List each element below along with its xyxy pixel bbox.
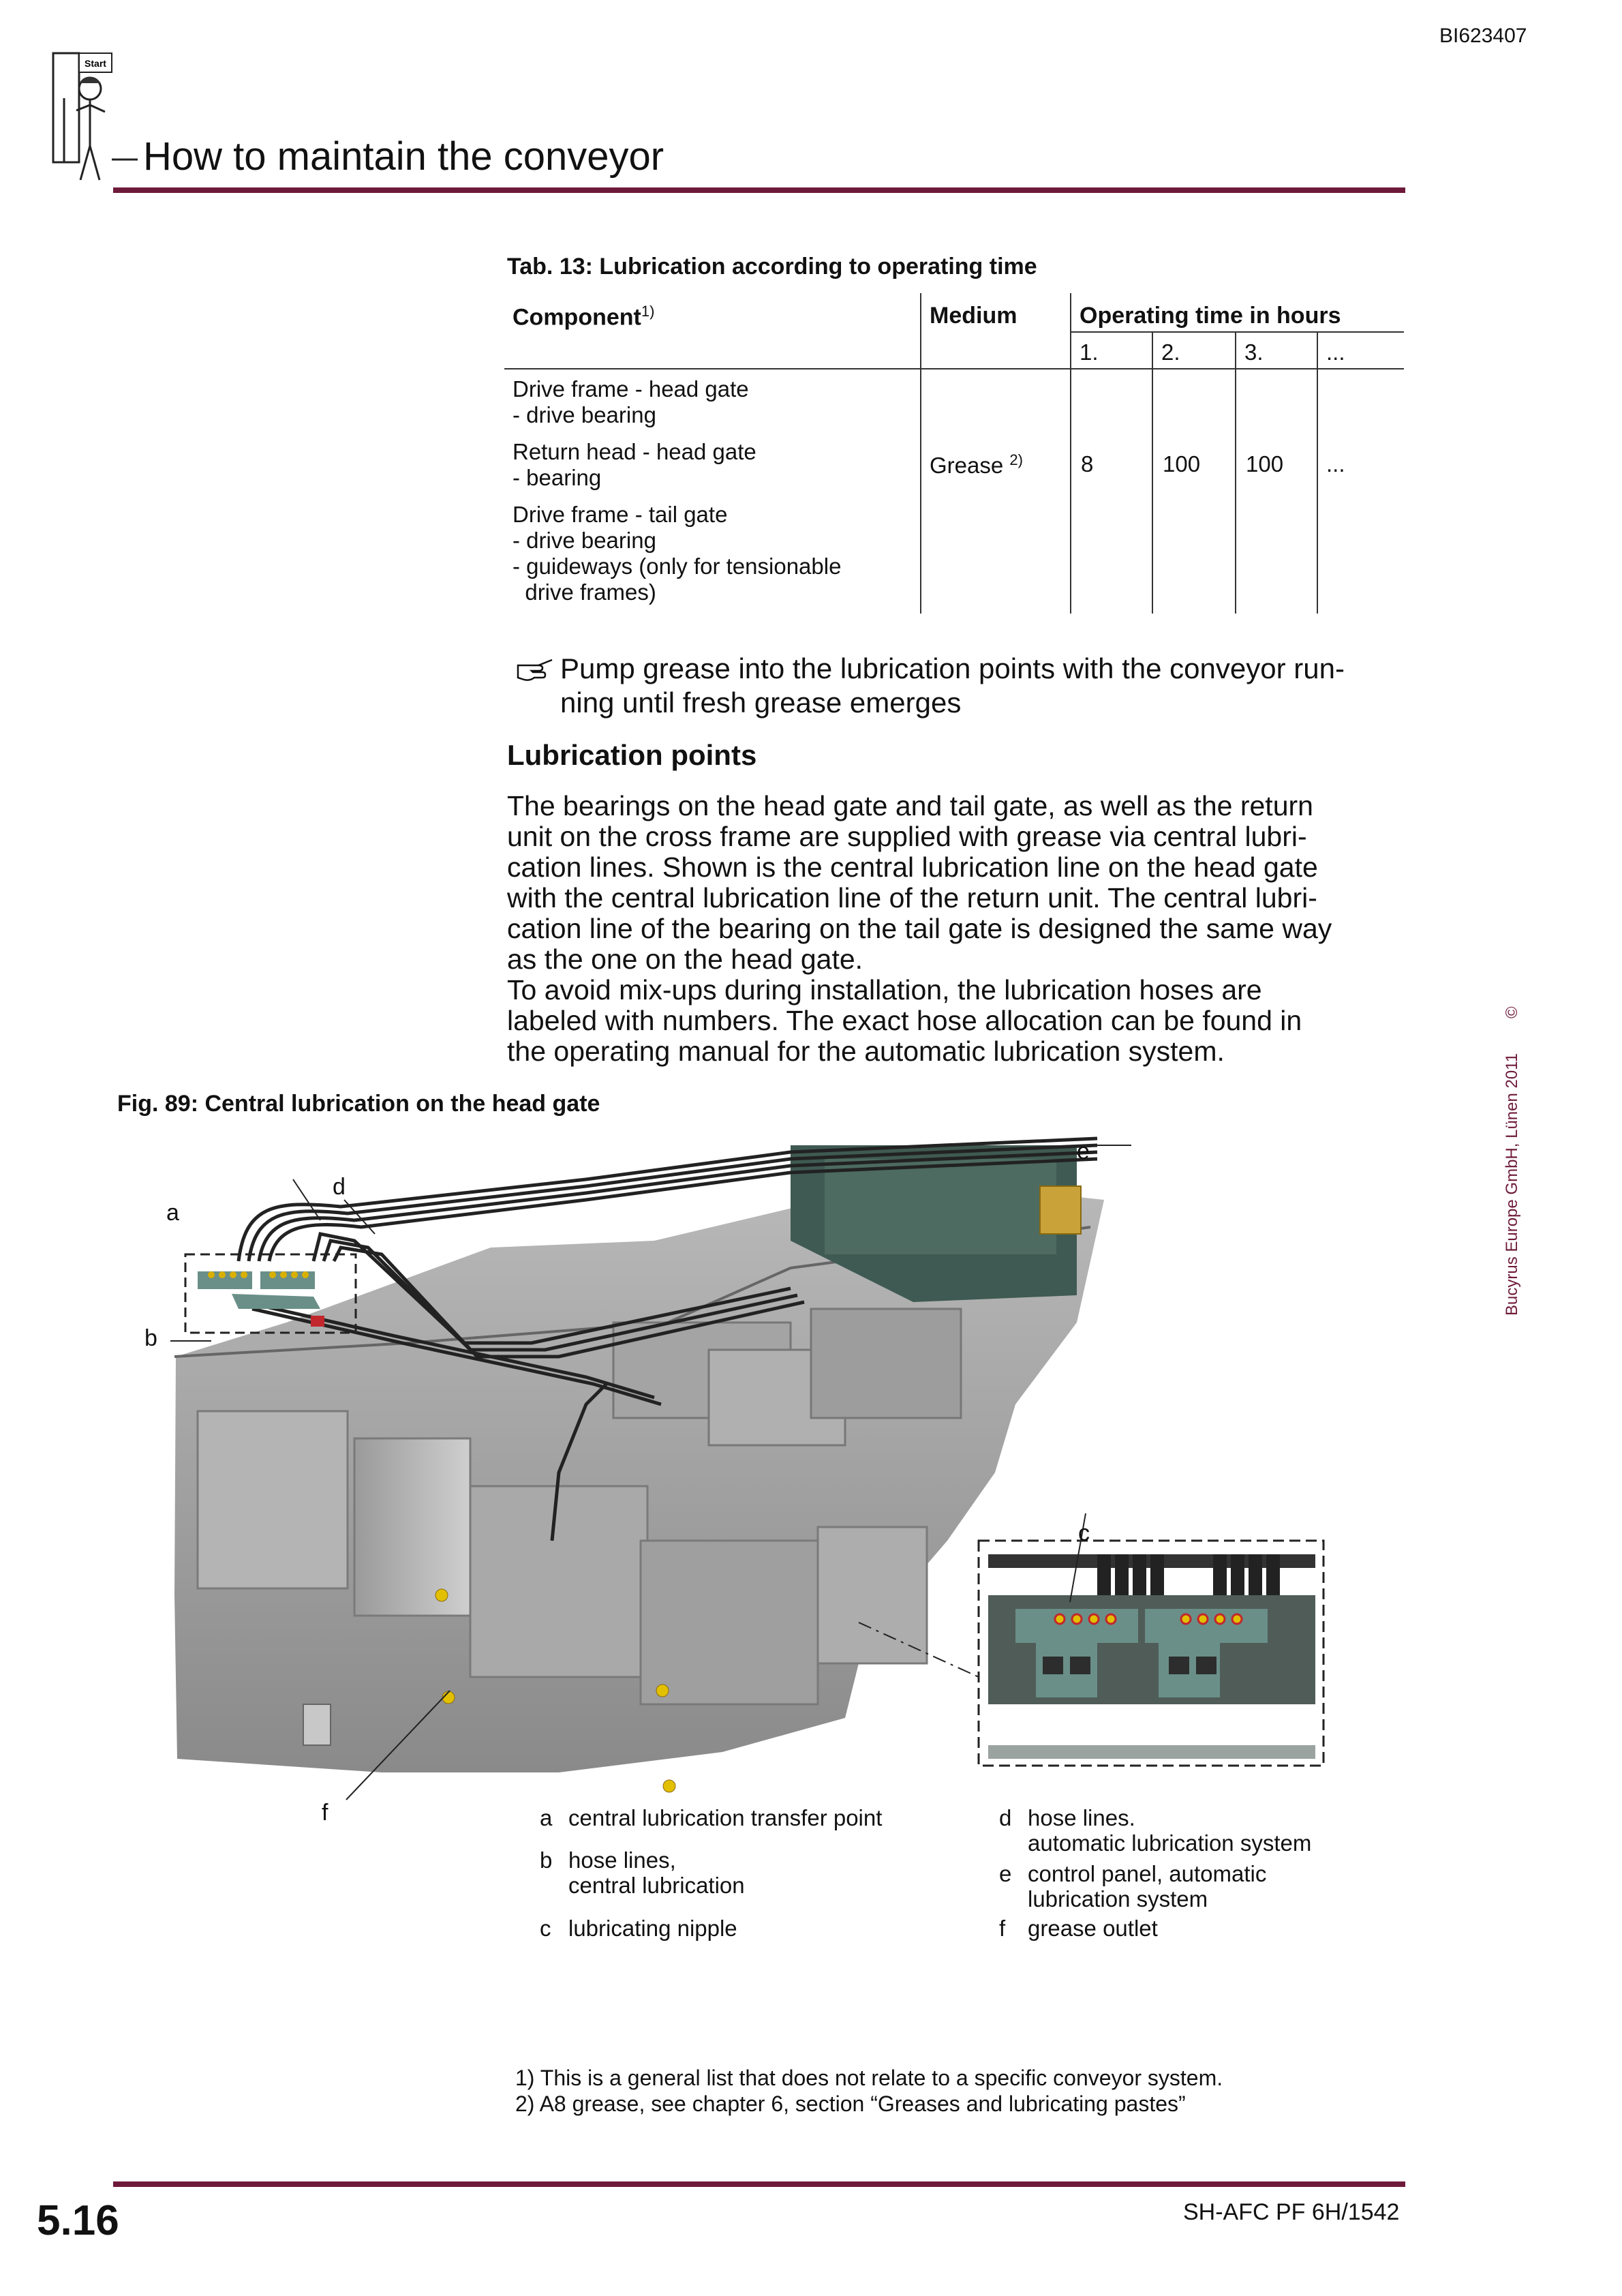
subheader-1: 1.	[1080, 339, 1099, 365]
maintenance-worker-icon	[50, 50, 139, 185]
subheader-3: 3.	[1244, 339, 1264, 365]
header-medium: Medium	[930, 303, 1017, 329]
label-c: c	[1078, 1520, 1090, 1546]
control-panel-box	[1040, 1186, 1081, 1234]
body-line: The bearings on the head gate and tail gate, as well as the return	[507, 790, 1313, 821]
label-d: d	[333, 1174, 346, 1200]
document-reference: SH-AFC PF 6H/1542	[1183, 2199, 1400, 2225]
body-line: To avoid mix-ups during installation, the lubrication hoses are	[507, 974, 1262, 1006]
table-divider	[1070, 293, 1071, 614]
body-paragraph	[507, 791, 1413, 1067]
figure-caption: Fig. 89: Central lubrication on the head gate	[117, 1091, 600, 1117]
subheader-2: 2.	[1161, 339, 1180, 365]
table-divider	[1070, 331, 1404, 333]
hours-3: 100	[1246, 451, 1284, 477]
instruction-line-2: ning until fresh grease emerges	[560, 686, 962, 719]
hours-1: 8	[1081, 451, 1094, 477]
label-e: e	[1077, 1138, 1090, 1164]
table-divider	[504, 368, 1404, 369]
subheader-more: ...	[1326, 339, 1345, 365]
lubrication-table	[504, 293, 1404, 614]
footnote-1: 1) This is a general list that does not relate to a specific conveyor system.	[515, 2066, 1223, 2090]
body-line: the operating manual for the automatic lubrication system.	[507, 1036, 1225, 1067]
label-a: a	[166, 1200, 179, 1226]
footnote-2: 2) A8 grease, see chapter 6, section “Greases and lubricating pastes”	[515, 2091, 1186, 2116]
header-rule	[113, 187, 1405, 193]
page-number: 5.16	[37, 2197, 119, 2244]
document-id: BI623407	[1439, 25, 1527, 47]
body-line: cation lines. Shown is the central lubrication line on the head gate	[507, 851, 1318, 883]
hours-more: ...	[1326, 451, 1345, 477]
medium-value: Grease $^{2)}$	[930, 451, 1023, 478]
hours-2: 100	[1163, 451, 1201, 477]
component-drive-frame-head-gate: Drive frame - head gate - drive bearing	[512, 376, 749, 427]
icon-start-label: Start	[85, 58, 106, 69]
body-line: with the central lubrication line of the return unit. The central lubri-	[507, 882, 1317, 913]
figure-central-lubrication	[109, 1118, 1404, 1834]
body-line: unit on the cross frame are supplied with grease via central lubri-	[507, 821, 1307, 852]
header-component: Component$^{1)}$	[512, 303, 655, 331]
footer-rule	[113, 2181, 1405, 2187]
body-line: labeled with numbers. The exact hose allocation can be found in	[507, 1005, 1302, 1036]
pointing-hand-icon	[515, 656, 555, 683]
table-caption: Tab. 13: Lubrication according to operating time	[507, 254, 1037, 280]
body-line: cation line of the bearing on the tail gate is designed the same way	[507, 913, 1332, 944]
label-b: b	[144, 1325, 157, 1351]
instruction-line-1: Pump grease into the lubrication points with the conveyor run-	[560, 652, 1345, 684]
copyright-symbol: ©	[1503, 1006, 1521, 1018]
table-divider	[920, 293, 921, 614]
body-line: as the one on the head gate.	[507, 943, 863, 975]
header-operating-time: Operating time in hours	[1080, 303, 1341, 329]
copyright-notice	[1498, 1002, 1525, 1316]
instruction	[515, 652, 1401, 720]
section-heading: Lubrication points	[507, 739, 757, 771]
component-return-head: Return head - head gate - bearing	[512, 439, 756, 490]
table-divider	[1317, 331, 1318, 614]
table-divider	[1152, 331, 1153, 614]
page-title: How to maintain the conveyor	[143, 134, 664, 179]
table-divider	[1235, 331, 1236, 614]
component-drive-frame-tail-gate: Drive frame - tail gate - drive bearing - guideways (only for tensionable drive frames)	[512, 502, 842, 605]
label-f: f	[322, 1800, 328, 1826]
machine-illustration	[109, 1118, 1404, 1834]
copyright-text: Bucyrus Europe GmbH, Lünen 2011	[1503, 1053, 1521, 1316]
